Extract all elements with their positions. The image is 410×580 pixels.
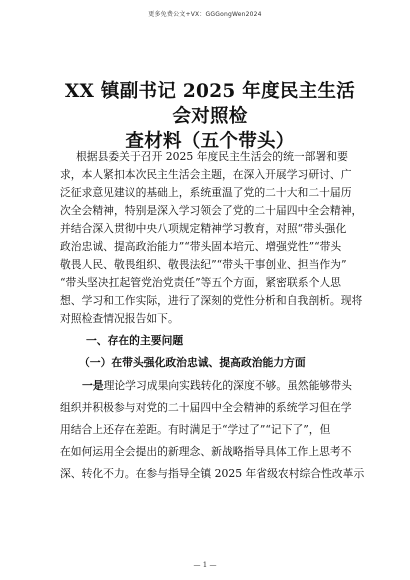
page-number: — 1 — xyxy=(193,561,217,569)
title-line-2: 查材料（五个带头） xyxy=(125,131,295,152)
paragraph-line: 组织并积极参与对党的二十届四中全会精神的系统学习但在学 xyxy=(60,401,352,414)
paragraph-line: 深、转化不力。在参与指导全镇 2025 年省级农村综合性改革示 xyxy=(60,467,365,480)
paragraph-lead: 一是 xyxy=(82,379,104,392)
paragraph-line: 在如何运用全会提出的新理念、新战略指导具体工作上思考不 xyxy=(60,445,352,458)
intro-line: 根据县委关于召开 2025 年度民主生活会的统一部署和要 xyxy=(76,150,348,163)
intro-line: 并结合深入贯彻中央八项规定精神学习教育，对照“带头强化 xyxy=(60,222,347,235)
intro-line: 对照检查情况报告如下。 xyxy=(60,312,179,325)
intro-line: “带头坚决扛起管党治党责任”等五个方面，紧密联系个人思 xyxy=(60,276,341,289)
intro-line: 求，本人紧扣本次民主生活会主题，在深入开展学习研讨、广 xyxy=(60,168,352,181)
intro-line: 次全会精神，特别是深入学习领会了党的二十届四中全会精神， xyxy=(60,204,363,217)
section-heading: 一、存在的主要问题 xyxy=(86,334,184,347)
paragraph-first-line xyxy=(0,379,410,393)
intro-line: 泛征求意见建议的基础上，系统重温了党的二十大和二十届历 xyxy=(60,186,352,199)
intro-line: 政治忠诚、提高政治能力”“带头固本培元、增强党性”“带头 xyxy=(60,240,342,253)
subsection-heading: （一）在带头强化政治忠诚、提高政治能力方面 xyxy=(79,356,306,369)
intro-line: 想、学习和工作实际，进行了深刻的党性分析和自我剖析。现将 xyxy=(60,294,363,307)
paragraph-line: 用结合上还存在差距。有时满足于“学过了”“记下了”，但 xyxy=(60,423,331,436)
intro-line: 敬畏人民、敬畏组织、敬畏法纪”“带头干事创业、担当作为” xyxy=(60,258,347,271)
title-line-1: XX 镇副书记 2025 年度民主生活会对照检 xyxy=(64,81,356,127)
paragraph-lead-rest: 理论学习成果向实践转化的深度不够。虽然能够带头 xyxy=(103,379,352,392)
top-banner: 更多免费公文+VX：GGGongWen2024 xyxy=(148,11,262,18)
document-title xyxy=(60,79,360,154)
